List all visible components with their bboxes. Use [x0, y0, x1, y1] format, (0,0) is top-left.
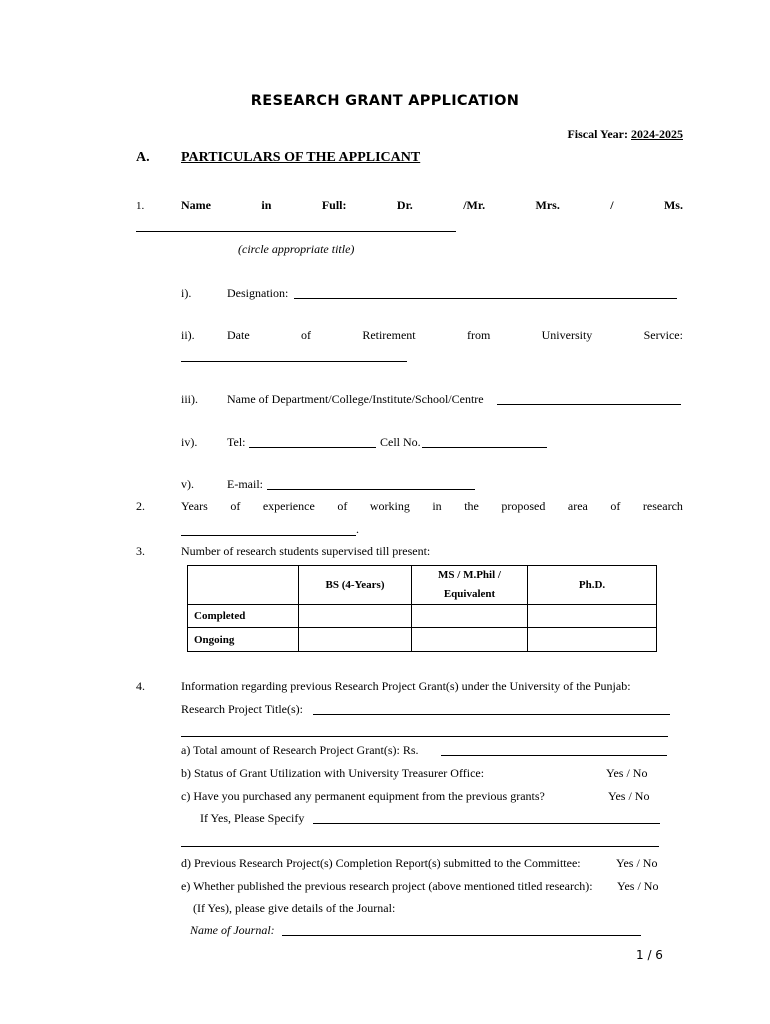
row-completed-label: Completed [188, 605, 299, 628]
retire-word: from [466, 328, 491, 342]
table-cell-input[interactable] [528, 605, 657, 628]
retirement-line [227, 328, 683, 343]
q3-text: Number of research students supervised till present: [181, 544, 431, 558]
grant-amount-input-line[interactable] [441, 755, 667, 756]
title-hint: (circle appropriate title) [238, 242, 355, 256]
q2-word: proposed [501, 499, 546, 513]
q1-word: Mrs. [535, 198, 560, 212]
header-bs: BS (4-Years) [299, 566, 412, 605]
section-letter: A. [136, 150, 150, 165]
table-cell-input[interactable] [299, 605, 412, 628]
page-number: 1 / 6 [636, 948, 663, 962]
q2-word: research [642, 499, 683, 513]
table-cell-input[interactable] [528, 628, 657, 652]
table-row [188, 628, 657, 652]
retirement-input-line[interactable] [181, 361, 407, 362]
q1-word: Full: [321, 198, 347, 212]
header-ms-line1: MS / M.Phil / [438, 569, 501, 581]
q2-word: of [610, 499, 621, 513]
q2-word: area [567, 499, 588, 513]
q4-b-options[interactable]: Yes / No [606, 766, 648, 780]
project-title-input-line-2[interactable] [181, 736, 668, 737]
table-header-empty [188, 566, 299, 605]
row-ongoing-label: Ongoing [188, 628, 299, 652]
q4-c-text: c) Have you purchased any permanent equipment from the previous grants? [181, 789, 545, 803]
q4-e-options[interactable]: Yes / No [617, 879, 659, 893]
fiscal-year-label: Fiscal Year: [567, 127, 628, 141]
q1-name-line [181, 198, 683, 213]
retire-word: Retirement [362, 328, 416, 342]
table-cell-input[interactable] [299, 628, 412, 652]
section-heading: PARTICULARS OF THE APPLICANT [181, 150, 421, 165]
q2-word: working [369, 499, 410, 513]
retire-word: Service: [643, 328, 683, 342]
retire-word: of [300, 328, 311, 342]
sub-ii-number: ii). [181, 328, 195, 342]
q4-c-specify-label: If Yes, Please Specify [200, 811, 305, 825]
q2-word: Years [181, 499, 208, 513]
table-row [188, 605, 657, 628]
experience-line [181, 499, 683, 514]
project-title-label: Research Project Title(s): [181, 702, 303, 716]
q1-word: Dr. [396, 198, 413, 212]
q4-e-text: e) Whether published the previous research project (above mentioned titled research): [181, 879, 593, 893]
project-title-input-line[interactable] [313, 714, 670, 715]
header-phd: Ph.D. [528, 566, 657, 605]
q1-word: Ms. [663, 198, 683, 212]
tel-label: Tel: [227, 435, 246, 449]
sub-i-number: i). [181, 286, 192, 300]
q2-word: in [432, 499, 442, 513]
experience-period: . [356, 522, 359, 536]
q2-word: the [464, 499, 479, 513]
q1-word: / [610, 198, 614, 212]
table-cell-input[interactable] [412, 628, 528, 652]
experience-input-line[interactable] [181, 535, 356, 536]
document-title: RESEARCH GRANT APPLICATION [250, 93, 520, 109]
header-ms-line2: Equivalent [443, 588, 496, 600]
q4-a-text: a) Total amount of Research Project Grant(s): Rs. [181, 743, 419, 757]
fiscal-year-value: 2024-2025 [631, 127, 683, 141]
q1-number: 1. [136, 200, 145, 212]
equipment-input-line-2[interactable] [181, 846, 659, 847]
q4-e-detail: (If Yes), please give details of the Journal: [193, 901, 396, 915]
sub-iii-number: iii). [181, 392, 198, 406]
q4-b-text: b) Status of Grant Utilization with University Treasurer Office: [181, 766, 485, 780]
q2-number: 2. [136, 499, 145, 513]
q2-word: experience [262, 499, 315, 513]
q4-c-options[interactable]: Yes / No [608, 789, 650, 803]
cell-label: Cell No. [380, 435, 421, 449]
q1-word: in [261, 198, 272, 212]
q2-word: of [230, 499, 241, 513]
q3-number: 3. [136, 544, 145, 558]
header-ms [412, 566, 528, 605]
students-table [187, 565, 657, 652]
tel-input-line[interactable] [249, 447, 376, 448]
q1-word: /Mr. [463, 198, 486, 212]
designation-input-line[interactable] [294, 298, 677, 299]
email-input-line[interactable] [267, 489, 475, 490]
department-input-line[interactable] [497, 404, 681, 405]
equipment-input-line[interactable] [313, 823, 660, 824]
name-input-line[interactable] [136, 231, 456, 232]
q4-text: Information regarding previous Research Project Grant(s) under the University of the Punjab: [181, 679, 631, 693]
q1-word: Name [181, 198, 211, 212]
email-label: E-mail: [227, 477, 263, 491]
q4-d-options[interactable]: Yes / No [616, 856, 658, 870]
q4-d-text: d) Previous Research Project(s) Completion Report(s) submitted to the Committee: [181, 856, 581, 870]
fiscal-year [567, 127, 683, 142]
q2-word: of [337, 499, 348, 513]
journal-input-line[interactable] [282, 935, 641, 936]
journal-label: Name of Journal: [190, 923, 275, 937]
designation-label: Designation: [227, 286, 289, 300]
q4-number: 4. [136, 679, 145, 693]
sub-v-number: v). [181, 477, 194, 491]
retire-word: University [541, 328, 593, 342]
table-cell-input[interactable] [412, 605, 528, 628]
retire-word: Date [227, 328, 250, 342]
cell-input-line[interactable] [422, 447, 547, 448]
department-label: Name of Department/College/Institute/School/Centre [227, 392, 484, 406]
sub-iv-number: iv). [181, 435, 198, 449]
